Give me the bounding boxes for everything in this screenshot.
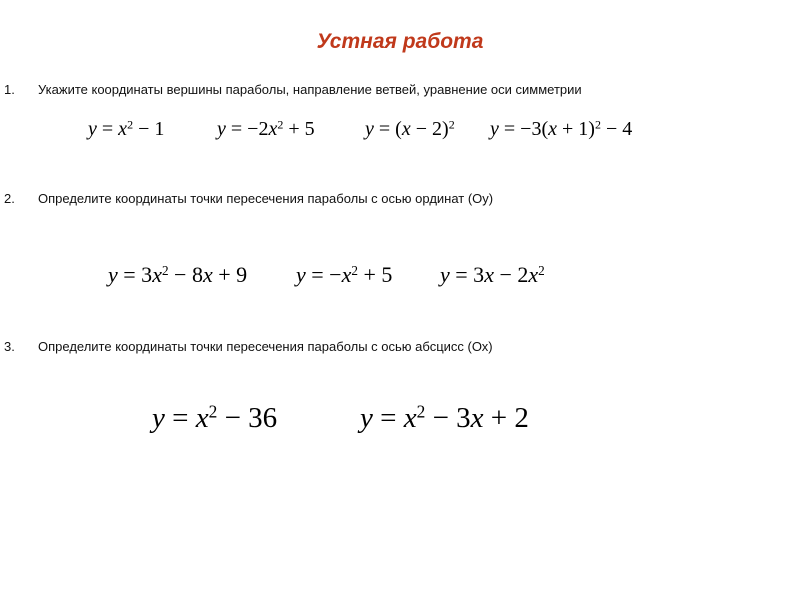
task-text: Укажите координаты вершины параболы, направление ветвей, уравнение оси симметрии bbox=[38, 82, 582, 97]
equation: $y = (x - 2)^2$ bbox=[365, 117, 455, 140]
task-text: Определите координаты точки пересечения параболы с осью абсцисс (Ох) bbox=[38, 339, 493, 354]
equation: $y = x^2 - 36$ bbox=[152, 401, 278, 434]
equation: $y = -2x^2 + 5$ bbox=[217, 117, 315, 140]
task-text: Определите координаты точки пересечения параболы с осью ординат (Оу) bbox=[38, 191, 494, 206]
equation: $y = 3x^2 - 8x + 9$ bbox=[108, 262, 248, 287]
equation: $y = x^2 - 3x + 2$ bbox=[360, 401, 529, 434]
task-number: 3. bbox=[4, 339, 15, 354]
equation: $y = -3(x + 1)^2 - 4$ bbox=[490, 117, 633, 140]
equation: $y = -x^2 + 5$ bbox=[296, 262, 393, 287]
task-number: 1. bbox=[4, 82, 15, 97]
task-number: 2. bbox=[4, 191, 15, 206]
equation: $y = x^2 - 1$ bbox=[88, 117, 165, 140]
equation: $y = 3x - 2x^2$ bbox=[440, 262, 545, 287]
slide-title: Устная работа bbox=[316, 30, 484, 53]
